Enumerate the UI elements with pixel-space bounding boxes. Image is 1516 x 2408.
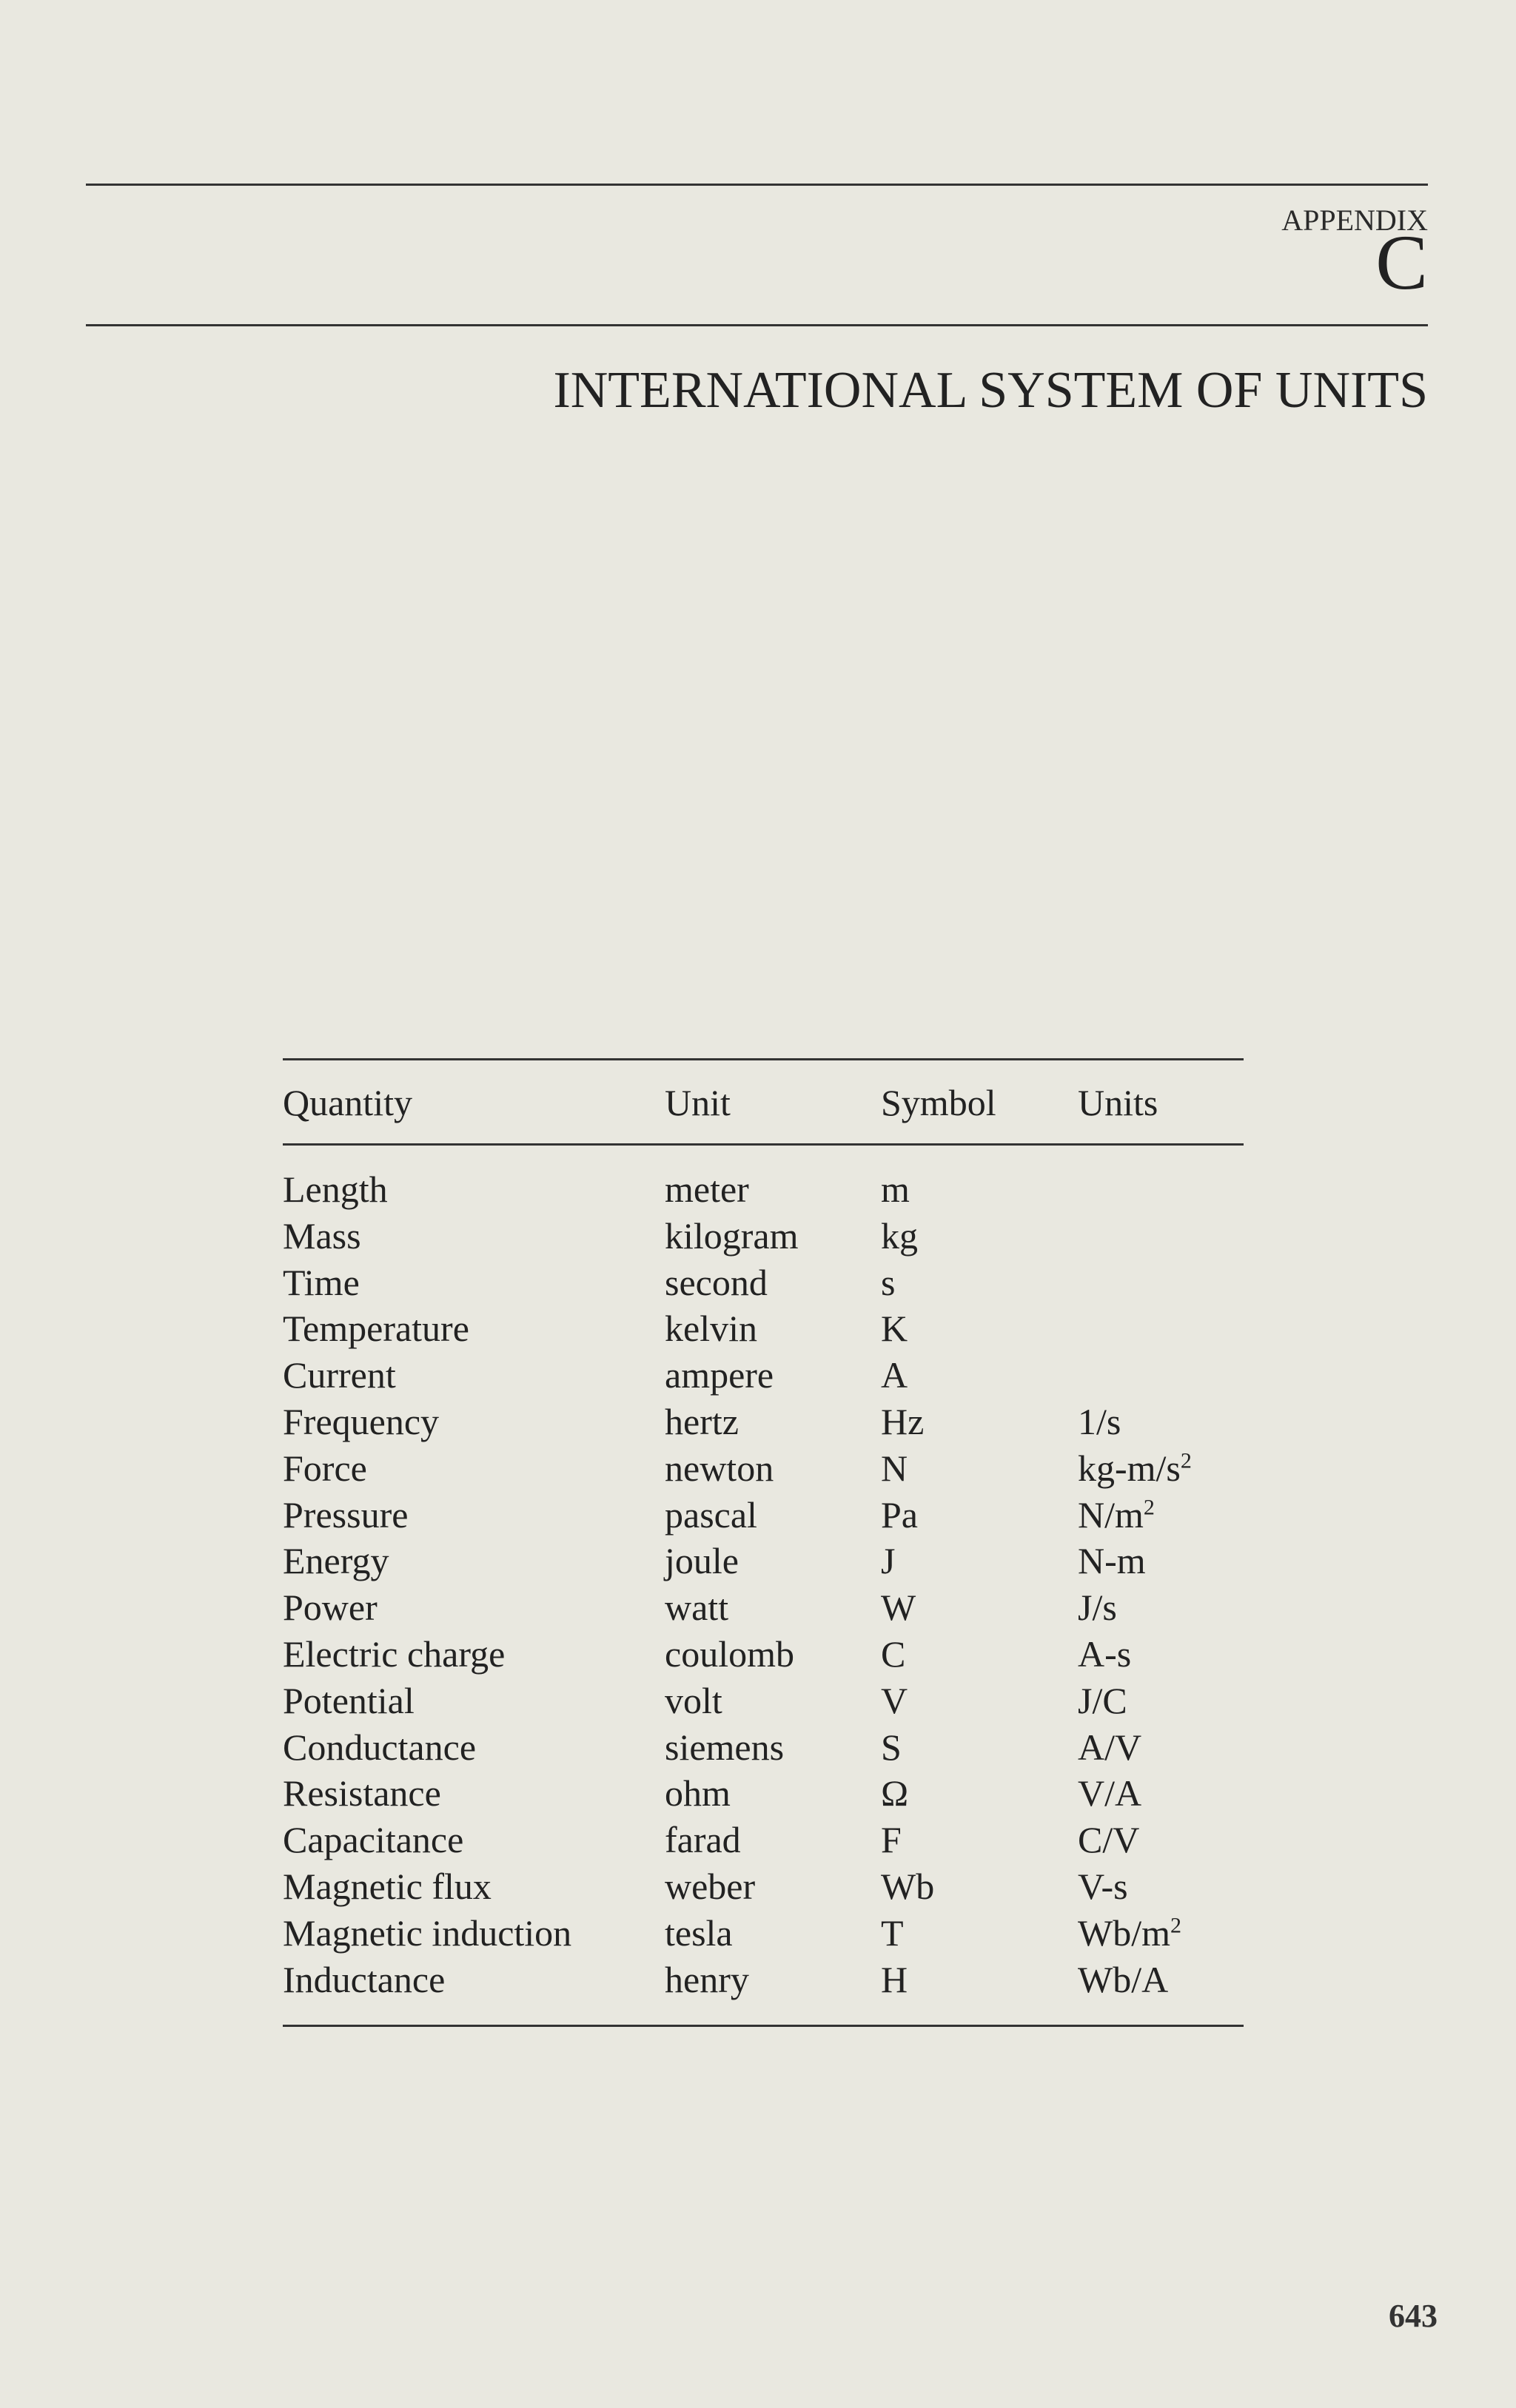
table-row xyxy=(283,1678,1244,1724)
column-header-units: Units xyxy=(1078,1082,1158,1123)
appendix-label: APPENDIX xyxy=(1281,204,1428,237)
cell-units: V-s xyxy=(1078,1865,1128,1907)
cell-symbol: Wb xyxy=(881,1865,935,1907)
cell-unit: meter xyxy=(665,1168,749,1210)
table-row xyxy=(283,1957,1244,2003)
cell-quantity: Electric charge xyxy=(283,1632,506,1675)
cell-units: 1/s xyxy=(1078,1400,1121,1442)
cell-symbol: A xyxy=(881,1354,908,1396)
cell-unit: kilogram xyxy=(665,1214,799,1257)
cell-quantity: Mass xyxy=(283,1214,361,1257)
cell-quantity: Magnetic flux xyxy=(283,1865,492,1907)
cell-units: C/V xyxy=(1078,1819,1140,1861)
table-row xyxy=(283,1770,1244,1817)
cell-unit: coulomb xyxy=(665,1632,794,1675)
cell-symbol: Hz xyxy=(881,1400,925,1442)
cell-units: J/C xyxy=(1078,1679,1127,1721)
cell-units-base: N/m xyxy=(1078,1493,1144,1536)
cell-symbol: s xyxy=(881,1261,896,1303)
header-rule-top xyxy=(86,184,1428,186)
table-row xyxy=(283,1213,1244,1260)
cell-quantity: Resistance xyxy=(283,1772,441,1815)
cell-symbol: S xyxy=(881,1726,902,1768)
table-row xyxy=(283,1910,1244,1957)
cell-quantity: Conductance xyxy=(283,1726,477,1768)
table-row xyxy=(283,1631,1244,1678)
cell-quantity: Time xyxy=(283,1261,360,1303)
cell-units: V/A xyxy=(1078,1772,1142,1815)
cell-unit: siemens xyxy=(665,1726,785,1768)
table-row xyxy=(283,1492,1244,1538)
cell-unit: henry xyxy=(665,1958,749,2000)
cell-unit: ampere xyxy=(665,1354,774,1396)
cell-unit: joule xyxy=(665,1540,739,1582)
table-row xyxy=(283,1445,1244,1492)
units-table xyxy=(283,1058,1244,2027)
cell-unit: kelvin xyxy=(665,1308,757,1350)
cell-quantity: Force xyxy=(283,1447,367,1489)
cell-units-base: Wb/m xyxy=(1078,1911,1170,1954)
cell-quantity: Frequency xyxy=(283,1400,440,1442)
table-rule-bottom xyxy=(283,2025,1244,2027)
cell-quantity: Inductance xyxy=(283,1958,446,2000)
column-header-quantity: Quantity xyxy=(283,1082,412,1123)
cell-quantity: Magnetic induction xyxy=(283,1911,572,1954)
chapter-title: INTERNATIONAL SYSTEM OF UNITS xyxy=(553,362,1428,419)
table-row xyxy=(283,1166,1244,1213)
table-row xyxy=(283,1584,1244,1631)
cell-units-exponent: 2 xyxy=(1170,1913,1181,1938)
cell-unit: watt xyxy=(665,1587,729,1629)
cell-symbol: kg xyxy=(881,1214,918,1257)
cell-unit: newton xyxy=(665,1447,774,1489)
cell-symbol: W xyxy=(881,1587,916,1629)
cell-quantity: Energy xyxy=(283,1540,389,1582)
page-number: 643 xyxy=(1389,2298,1438,2334)
table-row xyxy=(283,1260,1244,1306)
cell-unit: ohm xyxy=(665,1772,731,1815)
cell-units-exponent: 2 xyxy=(1180,1448,1192,1473)
cell-unit: second xyxy=(665,1261,768,1303)
cell-symbol: F xyxy=(881,1819,902,1861)
cell-units-exponent: 2 xyxy=(1143,1494,1155,1519)
table-body xyxy=(283,1146,1244,2025)
cell-symbol: T xyxy=(881,1911,904,1954)
cell-units: A-s xyxy=(1078,1632,1132,1675)
table-row xyxy=(283,1817,1244,1863)
cell-symbol: Ω xyxy=(881,1772,909,1815)
cell-unit: hertz xyxy=(665,1400,739,1442)
cell-unit: weber xyxy=(665,1865,756,1907)
cell-quantity: Potential xyxy=(283,1679,415,1721)
column-header-symbol: Symbol xyxy=(881,1082,996,1123)
table-row xyxy=(283,1352,1244,1399)
cell-quantity: Power xyxy=(283,1587,378,1629)
cell-unit: farad xyxy=(665,1819,741,1861)
cell-quantity: Pressure xyxy=(283,1493,409,1536)
cell-symbol: K xyxy=(881,1308,908,1350)
cell-units-base: kg-m/s xyxy=(1078,1447,1181,1489)
cell-symbol: C xyxy=(881,1632,906,1675)
column-header-unit: Unit xyxy=(665,1082,731,1123)
table-row xyxy=(283,1724,1244,1771)
table-row xyxy=(283,1305,1244,1352)
cell-symbol: m xyxy=(881,1168,910,1210)
cell-symbol: J xyxy=(881,1540,896,1582)
cell-symbol: H xyxy=(881,1958,908,2000)
table-header xyxy=(283,1060,1244,1143)
cell-symbol: V xyxy=(881,1679,908,1721)
cell-unit: tesla xyxy=(665,1911,733,1954)
cell-units xyxy=(1078,1492,1155,1538)
header-rule-bottom xyxy=(86,324,1428,326)
cell-units xyxy=(1078,1910,1181,1956)
table-row xyxy=(283,1863,1244,1910)
cell-unit: pascal xyxy=(665,1493,757,1536)
table-row xyxy=(283,1399,1244,1445)
cell-symbol: N xyxy=(881,1447,908,1489)
cell-quantity: Capacitance xyxy=(283,1819,464,1861)
appendix-letter: C xyxy=(1375,219,1428,306)
cell-quantity: Length xyxy=(283,1168,388,1210)
cell-units: A/V xyxy=(1078,1726,1142,1768)
cell-units: N-m xyxy=(1078,1540,1146,1582)
cell-units: J/s xyxy=(1078,1587,1117,1629)
cell-quantity: Current xyxy=(283,1354,396,1396)
cell-units: Wb/A xyxy=(1078,1958,1169,2000)
table-row xyxy=(283,1538,1244,1584)
cell-unit: volt xyxy=(665,1679,722,1721)
cell-symbol: Pa xyxy=(881,1493,918,1536)
cell-quantity: Temperature xyxy=(283,1308,469,1350)
cell-units xyxy=(1078,1445,1192,1491)
